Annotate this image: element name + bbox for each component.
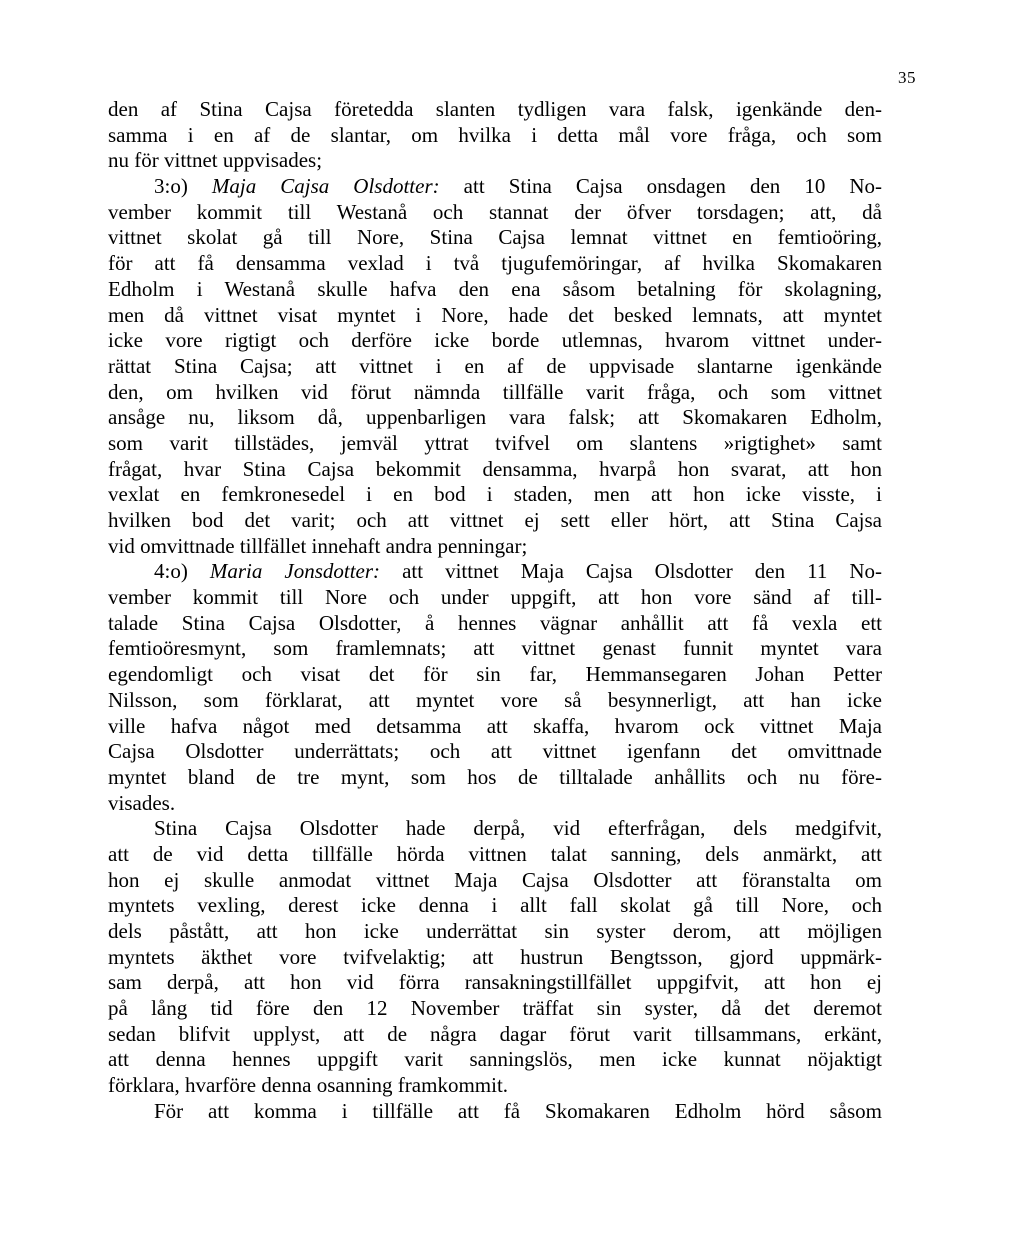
text-line: den af Stina Cajsa företedda slanten tydligen vara falsk, igenkände den-: [108, 97, 882, 121]
text-line: sam derpå, att hon vid förra ransakningstillfället uppgifvit, att hon ej: [108, 970, 882, 995]
witness-4-line: [108, 559, 882, 585]
witness-4-name: Maria Jonsdotter:: [209, 559, 381, 584]
text-line: rättat Stina Cajsa; att vittnet i en af de uppvisade slantarne igenkände: [108, 353, 882, 378]
text-line: samma i en af de slantar, om hvilka i detta mål vore fråga, och som: [108, 122, 882, 147]
text-line: men då vittnet visat myntet i Nore, hade det besked lemnats, att myntet: [108, 302, 882, 327]
witness-3-line: [108, 174, 882, 200]
text-line: vexlat en femkronesedel i en bod i staden, men att hon icke visste, i: [108, 482, 882, 507]
text-line: myntet bland de tre mynt, som hos de tilltalade anhållits och nu före-: [108, 764, 882, 789]
witness-3-name: Maja Cajsa Olsdotter:: [211, 174, 440, 199]
text-line: sedan blifvit upplyst, att de några dagar förut varit tillsammans, erkänt,: [108, 1021, 882, 1046]
witness-3-number: 3:o): [154, 174, 188, 199]
text-line: hon ej skulle anmodat vittnet Maja Cajsa Olsdotter att föranstalta om: [108, 867, 882, 892]
text-line: vid omvittnade tillfället innehaft andra penningar;: [108, 533, 528, 558]
text-line-tail: att Stina Cajsa onsdagen den 10 No-: [463, 174, 883, 199]
page-number: 35: [898, 68, 916, 87]
text-line: den, om hvilken vid förut nämnda tillfälle varit fråga, och som vittnet: [108, 379, 882, 404]
witness-4-number: 4:o): [154, 559, 188, 584]
text-line: nu för vittnet uppvisades;: [108, 148, 323, 173]
text-line: vember kommit till Nore och under uppgift, att hon vore sänd af till-: [108, 585, 882, 610]
text-line: frågat, hvar Stina Cajsa bekommit densamma, hvarpå hon svarat, att hon: [108, 456, 882, 481]
text-line: talade Stina Cajsa Olsdotter, å hennes vägnar anhållit att få vexla ett: [108, 610, 882, 635]
text-line: för att få densamma vexlad i två tjugufemöringar, af hvilka Skomakaren: [108, 251, 882, 276]
body-text: [108, 97, 882, 1125]
text-line: För att komma i tillfälle att få Skomakaren Edholm hörd såsom: [154, 1098, 882, 1123]
text-line: Edholm i Westanå skulle hafva den ena såsom betalning för skolagning,: [108, 276, 882, 301]
text-line: visades.: [108, 790, 176, 815]
text-line: Stina Cajsa Olsdotter hade derpå, vid efterfrågan, dels medgifvit,: [154, 816, 882, 841]
text-line: Cajsa Olsdotter underrättats; och att vittnet igenfann det omvittnade: [108, 739, 882, 764]
text-line: dels påstått, att hon icke underrättat sin syster derom, att möjligen: [108, 919, 882, 943]
text-line: vember kommit till Westanå och stannat der öfver torsdagen; att, då: [108, 199, 882, 224]
text-line: hvilken bod det varit; och att vittnet ej sett eller hört, att Stina Cajsa: [108, 508, 882, 532]
text-line: icke vore rigtigt och derföre icke borde utlemnas, hvarom vittnet under-: [108, 328, 882, 353]
text-line: myntets äkthet vore tvifvelaktig; att hustrun Bengtsson, gjord uppmärk-: [108, 944, 882, 969]
text-line: egendomligt och visat det för sin far, Hemmansegaren Johan Petter: [108, 662, 882, 687]
text-line: att de vid detta tillfälle hörda vittnen talat sanning, dels anmärkt, att: [108, 841, 882, 866]
text-line: på lång tid före den 12 November träffat sin syster, då det deremot: [108, 996, 882, 1021]
text-line: förklara, hvarföre denna osanning framkommit.: [108, 1073, 509, 1098]
text-line: myntets vexling, derest icke denna i allt fall skolat gå till Nore, och: [108, 893, 882, 918]
text-line: att denna hennes uppgift varit sanningslös, men icke kunnat nöjaktigt: [108, 1047, 882, 1072]
text-line: som varit tillstädes, jemväl yttrat tvifvel om slantens »rigtighet» samt: [108, 430, 882, 455]
text-line: ansåge nu, liksom då, uppenbarligen vara falsk; att Skomakaren Edholm,: [108, 405, 882, 430]
text-line: femtioöresmynt, som framlemnats; att vittnet genast funnit myntet vara: [108, 636, 882, 661]
text-line: vittnet skolat gå till Nore, Stina Cajsa lemnat vittnet en femtioöring,: [108, 225, 882, 250]
text-line: ville hafva något med detsamma att skaffa, hvarom ock vittnet Maja: [108, 713, 882, 738]
text-line-tail: att vittnet Maja Cajsa Olsdotter den 11 No-: [402, 559, 883, 584]
text-line: Nilsson, som förklarat, att myntet vore så besynnerligt, att han icke: [108, 687, 882, 712]
